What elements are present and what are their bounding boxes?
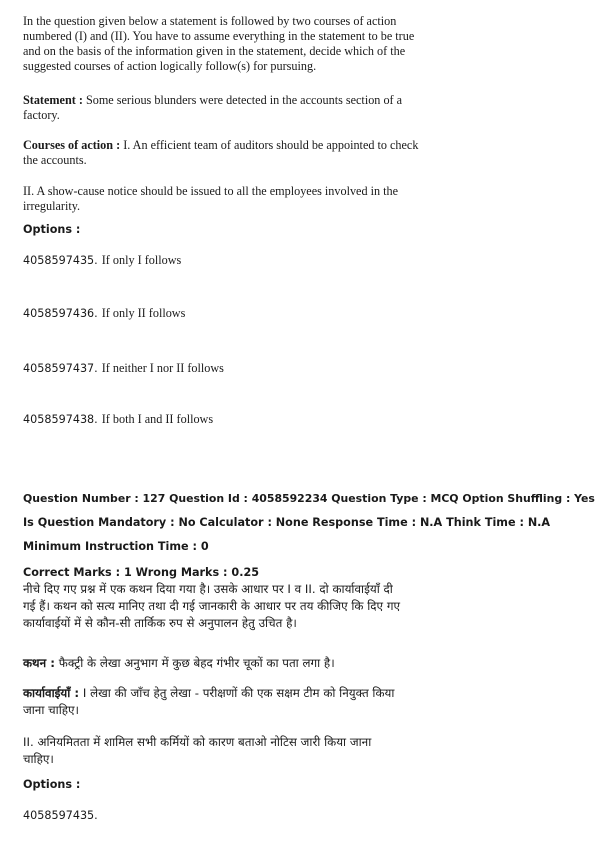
- question-meta-line-2: Is Question Mandatory : No Calculator : None Response Time : N.A Think Time : N.A: [23, 516, 551, 529]
- option-id: 4058597435.: [23, 809, 98, 822]
- statement-text: Some serious blunders were detected in the accounts section of a: [85, 93, 403, 107]
- option-text: If only I follows: [101, 253, 182, 267]
- instruction-line: गई हैं। कथन को सत्य मानिए तथा दी गई जानकारी के आधार पर तय कीजिए कि दिए गए: [23, 599, 400, 613]
- course-2-text: II. A show-cause notice should be issued to all the employees involved in the: [23, 184, 399, 198]
- courses-label: कार्यावाईयाँ :: [23, 686, 80, 700]
- instruction-line: नीचे दिए गए प्रश्न में एक कथन दिया गया है। उसके आधार पर I व II. दो कार्यावाईयाँ दी: [23, 582, 393, 596]
- option-text: If only II follows: [101, 306, 186, 320]
- question-meta-line-1: Question Number : 127 Question Id : 4058592234 Question Type : MCQ Option Shuffling : Yes: [23, 492, 595, 505]
- course-1-en: [23, 138, 463, 168]
- instruction-line: suggested courses of action logically follow(s) for pursuing.: [23, 59, 317, 73]
- instructions-en: [23, 14, 463, 74]
- option-4[interactable]: [23, 410, 213, 428]
- course-2-en: [23, 184, 463, 214]
- option-id: 4058597435.: [23, 254, 98, 267]
- option-text: If neither I nor II follows: [101, 361, 224, 375]
- option-3[interactable]: [23, 359, 224, 377]
- course-1-hi: [23, 685, 493, 719]
- option-id: 4058597436.: [23, 307, 98, 320]
- option-id: 4058597438.: [23, 413, 98, 426]
- options-label-hi: Options :: [23, 778, 81, 791]
- course-1-text: I. An efficient team of auditors should be appointed to check: [123, 138, 419, 152]
- option-2[interactable]: [23, 304, 185, 322]
- instructions-hi: [23, 581, 493, 632]
- statement-hi: [23, 655, 493, 672]
- course-1-text-cont: the accounts.: [23, 153, 87, 167]
- course-2-text-cont: चाहिए।: [23, 752, 54, 766]
- course-2-hi: [23, 734, 493, 768]
- option-1-hi[interactable]: [23, 806, 98, 824]
- statement-en: [23, 93, 463, 123]
- course-1-text-cont: जाना चाहिए।: [23, 703, 80, 717]
- course-2-text-cont: irregularity.: [23, 199, 81, 213]
- statement-label: कथन :: [23, 656, 55, 670]
- statement-label: Statement :: [23, 93, 83, 107]
- question-meta-line-3: Minimum Instruction Time : 0: [23, 540, 209, 553]
- courses-label: Courses of action :: [23, 138, 121, 152]
- statement-text: फैक्ट्री के लेखा अनुभाग में कुछ बेहद गंभीर चूकों का पता लगा है।: [58, 656, 335, 670]
- option-id: 4058597437.: [23, 362, 98, 375]
- instruction-line: In the question given below a statement is followed by two courses of action: [23, 14, 397, 28]
- statement-text-cont: factory.: [23, 108, 60, 122]
- option-1[interactable]: [23, 251, 181, 269]
- option-text: If both I and II follows: [101, 412, 214, 426]
- course-2-text: II. अनियमितता में शामिल सभी कर्मियों को कारण बताओ नोटिस जारी किया जाना: [23, 735, 372, 749]
- instruction-line: numbered (I) and (II). You have to assume everything in the statement to be true: [23, 29, 415, 43]
- options-label-en: Options :: [23, 223, 81, 236]
- marks-line: Correct Marks : 1 Wrong Marks : 0.25: [23, 566, 260, 579]
- instruction-line: and on the basis of the information given in the statement, decide which of the: [23, 44, 406, 58]
- instruction-line: कार्यावाईयों में से कौन-सी तार्किक रुप से अनुपालन हेतु उचित है।: [23, 616, 297, 630]
- course-1-text: I लेखा की जाँच हेतु लेखा - परीक्षणों की एक सक्षम टीम को नियुक्त किया: [82, 686, 395, 700]
